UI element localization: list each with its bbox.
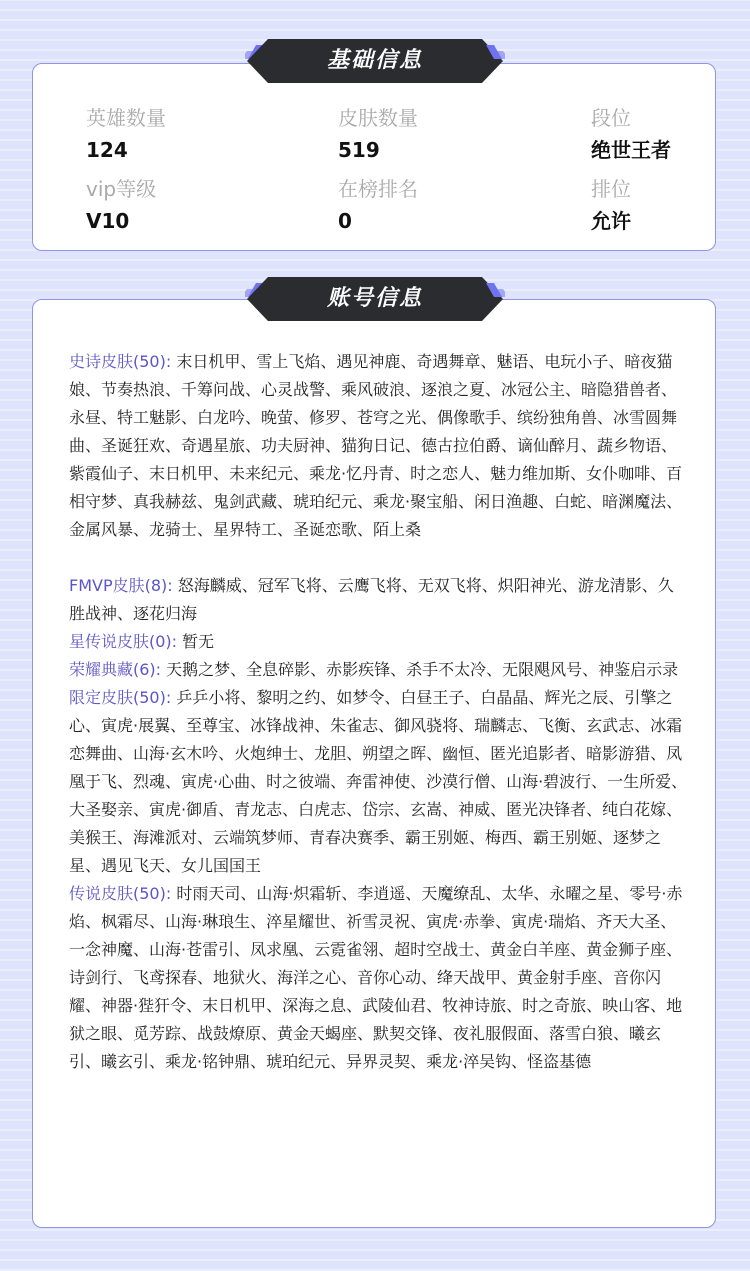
stat-value: 允许 [591,209,631,233]
category-label: 荣耀典藏(6): [69,660,162,679]
category-label: 传说皮肤(50): [69,884,172,903]
category-label: 史诗皮肤(50): [69,352,172,371]
stat-leaderboard-rank [338,175,538,235]
category-skins: 乒乒小将、黎明之约、如梦令、白昼王子、白晶晶、辉光之辰、引擎之心、寅虎·展翼、至尊宝、冰锋战神、朱雀志、御风骁将、瑞麟志、飞衡、玄武志、冰霜恋舞曲、山海·玄木吟、火炮绅士、龙胆、朔望之晖、幽恒、匿光追影者、暗影游猎、凤凰于飞、烈魂、寅虎·心曲、时之彼端、奔雷神使、沙漠行僧、山海·碧波行、一生所爱、大圣娶亲、寅虎·御盾、青龙志、白虎志、岱宗、玄嵩、神威、匿光决锋者、纯白花嫁、美猴王、海滩派对、云端筑梦师、青春决赛季、霸王别姬、梅西、霸王别姬、逐梦之星、遇见飞天、女儿国国王 [69,688,688,875]
stat-value: V10 [86,209,130,233]
basic-info-card [32,63,716,251]
stat-rank-tier [591,104,750,164]
stat-value: 519 [338,138,380,162]
stat-label: 在榜排名 [338,177,418,201]
section-title: 账号信息 [326,286,423,311]
category-label: 限定皮肤(50): [69,688,172,707]
basic-info-banner [245,37,505,85]
stat-label: vip等级 [86,177,157,201]
account-info-card [32,299,716,1228]
category-skins: 天鹅之梦、全息碎影、赤影疾锋、杀手不太冷、无限飓风号、神鉴启示录 [166,660,679,679]
stat-label: 英雄数量 [86,106,166,130]
account-info-banner [245,275,505,323]
stat-label: 排位 [591,177,631,201]
stat-label: 皮肤数量 [338,106,418,130]
stat-skin-count [338,104,538,164]
stat-hero-count [86,104,286,164]
category-skins: 末日机甲、雪上飞焰、遇见神鹿、奇遇舞章、魅语、电玩小子、暗夜猫娘、节奏热浪、千筹问战、心灵战警、乘风破浪、逐浪之夏、冰冠公主、暗隐猎兽者、永昼、特工魅影、白龙吟、晚萤、修罗、苍穹之光、偶像歌手、缤纷独角兽、冰雪圆舞曲、圣诞狂欢、奇遇星旅、功夫厨神、猫狗日记、德古拉伯爵、谪仙醉月、蔬乡物语、紫霞仙子、末日机甲、未来纪元、乘龙·忆丹青、时之恋人、魅力维加斯、女仆咖啡、百相守梦、真我赫兹、鬼剑武藏、琥珀纪元、乘龙·聚宝船、闲日渔趣、白蛇、暗渊魔法、金属风暴、龙骑士、星界特工、圣诞恋歌、陌上桑 [69,352,683,539]
stat-ranked-allowed [591,175,750,235]
skin-category-star-legend [69,628,689,656]
skin-category-glory [69,656,689,684]
category-label: FMVP皮肤(8): [69,576,173,595]
stat-value: 124 [86,138,128,162]
stat-value: 0 [338,209,352,233]
skin-category-fmvp [69,572,689,628]
category-skins: 时雨天司、山海·炽霜斩、李逍遥、天魔缭乱、太华、永曜之星、零号·赤焰、枫霜尽、山海·琳琅生、淬星耀世、祈雪灵祝、寅虎·赤拳、寅虎·瑞焰、齐天大圣、一念神魔、山海·苍雷引、凤求凰、云霓雀翎、超时空战士、黄金白羊座、黄金狮子座、诗剑行、飞鸢探春、地狱火、海洋之心、音你心动、绛天战甲、黄金射手座、音你闪耀、神器·狴犴令、末日机甲、深海之息、武陵仙君、牧神诗旅、时之奇旅、映山客、地狱之眼、觅芳踪、战鼓燎原、黄金天蝎座、默契交锋、夜礼服假面、落雪白狼、曦玄引、曦玄引、乘龙·铭钟鼎、琥珀纪元、异界灵契、乘龙·淬吴钩、怪盗基德 [69,884,683,1071]
category-label: 星传说皮肤(0): [69,632,178,651]
skin-list [69,348,689,1076]
skin-category-epic [69,348,689,544]
skin-category-limited [69,684,689,880]
spacer [69,544,689,572]
section-title: 基础信息 [326,48,423,73]
category-skins: 怒海麟威、冠军飞将、云鹰飞将、无双飞将、炽阳神光、游龙清影、久胜战神、逐花归海 [69,576,674,623]
stat-label: 段位 [591,106,631,130]
skin-category-legend [69,880,689,1076]
stat-value: 绝世王者 [591,138,671,162]
stat-vip-level [86,175,286,235]
category-skins: 暂无 [182,632,215,651]
